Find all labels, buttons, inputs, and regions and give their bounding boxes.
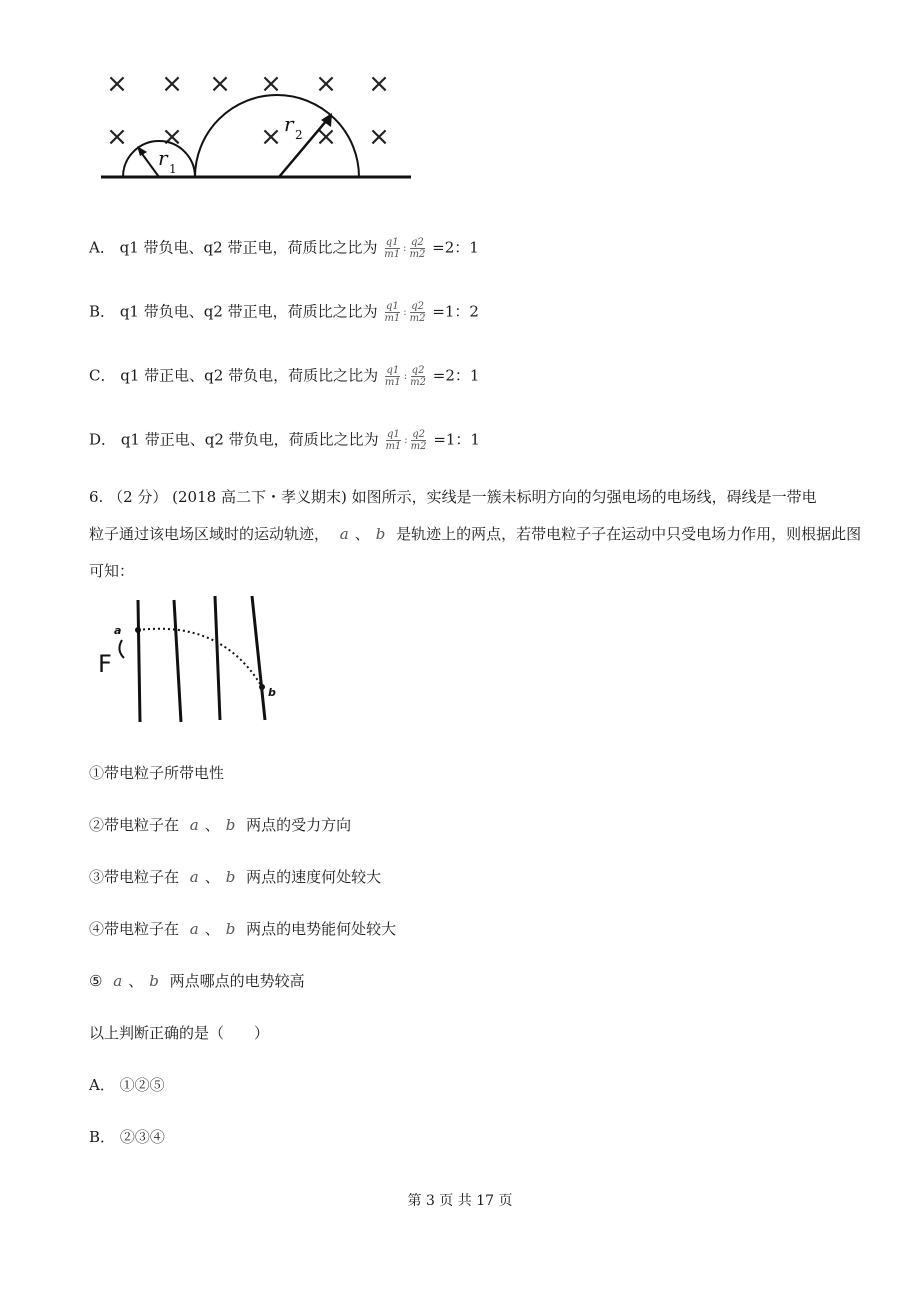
field-cross: × — [106, 122, 128, 152]
charge-mass-ratio: $\frac{q1}{m1}$ : $\frac{q2}{m2}$ — [384, 365, 426, 388]
field-line — [215, 596, 220, 720]
option-text: q1 带负电、q2 带正电，荷质比之比为 — [119, 238, 378, 257]
q6-line2: 粒子通过该电场区域时的运动轨迹， a 、 b 是轨迹上的两点，若带电粒子子在运动中只受电场力作用，则根据此图 — [89, 525, 862, 543]
field-cross: × — [161, 69, 183, 99]
point-a-dot — [135, 627, 141, 633]
charge-mass-ratio: $\frac{q1}{m1}$ : $\frac{q2}{m2}$ — [385, 429, 427, 452]
option-letter: B． — [89, 302, 116, 321]
field-cross: × — [161, 122, 183, 152]
r1-label: r — [158, 146, 168, 170]
q6-option-b[interactable]: B． ②③④ — [89, 1128, 165, 1146]
field-cross: × — [368, 69, 390, 99]
point-b: b — [375, 525, 386, 543]
magnetic-field-figure — [95, 62, 415, 187]
option-result: =1：1 — [433, 430, 480, 449]
q6-statement-5: ⑤ a 、 b 两点哪点的电势较高 — [89, 972, 305, 990]
option-letter: C． — [89, 366, 116, 385]
q6-line3: 可知： — [89, 562, 135, 580]
label-b: b — [268, 686, 276, 699]
field-cross: × — [106, 69, 128, 99]
q6-statement-2: ②带电粒子在 a 、 b 两点的受力方向 — [89, 816, 352, 834]
electric-field-figure — [92, 592, 292, 742]
option-result: =1：2 — [432, 302, 479, 321]
force-arrow — [119, 640, 124, 658]
field-line — [138, 600, 140, 722]
q6-option-a[interactable]: A． ①②⑤ — [89, 1076, 165, 1094]
option-result: =2：1 — [432, 238, 479, 257]
q5-option-d[interactable] — [89, 429, 480, 452]
trajectory — [138, 629, 262, 687]
q6-statement-1: ①带电粒子所带电性 — [89, 764, 225, 782]
field-cross: × — [315, 122, 337, 152]
label-a: a — [114, 624, 122, 637]
option-text: q1 带正电、q2 带负电，荷质比之比为 — [120, 366, 379, 385]
field-cross: × — [209, 69, 231, 99]
field-cross: × — [260, 122, 282, 152]
option-letter: A． — [89, 238, 115, 257]
field-line — [174, 600, 181, 722]
r1-arrow — [140, 151, 159, 177]
charge-mass-ratio: $\frac{q1}{m1}$ : $\frac{q2}{m2}$ — [384, 301, 426, 324]
q5-option-c[interactable] — [89, 365, 479, 388]
q6-stem — [89, 479, 889, 590]
force-label: F — [98, 650, 112, 678]
field-cross: × — [315, 69, 337, 99]
field-cross: × — [260, 69, 282, 99]
q6-prompt: 以上判断正确的是（ ） — [89, 1024, 270, 1042]
option-text: q1 带负电、q2 带正电，荷质比之比为 — [119, 302, 378, 321]
charge-mass-ratio: $\frac{q1}{m1}$ : $\frac{q2}{m2}$ — [384, 237, 426, 260]
option-result: =2：1 — [432, 366, 480, 385]
option-letter: D． — [89, 430, 117, 449]
field-cross: × — [368, 122, 390, 152]
q6-line1: 6. （2 分） (2018 高二下・孝义期末) 如图所示，实线是一簇未标明方向的匀强电场的电场线，碍线是一带电 — [89, 488, 817, 506]
point-b-dot — [259, 684, 265, 690]
q6-statement-4: ④带电粒子在 a 、 b 两点的电势能何处较大 — [89, 920, 397, 938]
r1-subscript: 1 — [169, 162, 177, 176]
q5-option-b[interactable] — [89, 301, 479, 324]
point-a: a — [339, 525, 349, 543]
r2-subscript: 2 — [295, 128, 303, 142]
r2-label: r — [284, 112, 294, 136]
q5-option-a[interactable] — [89, 237, 479, 260]
q6-statement-3: ③带电粒子在 a 、 b 两点的速度何处较大 — [89, 868, 382, 886]
option-text: q1 带正电、q2 带负电，荷质比之比为 — [120, 430, 379, 449]
field-line — [252, 596, 265, 720]
page-footer: 第 3 页 共 17 页 — [407, 1193, 513, 1209]
